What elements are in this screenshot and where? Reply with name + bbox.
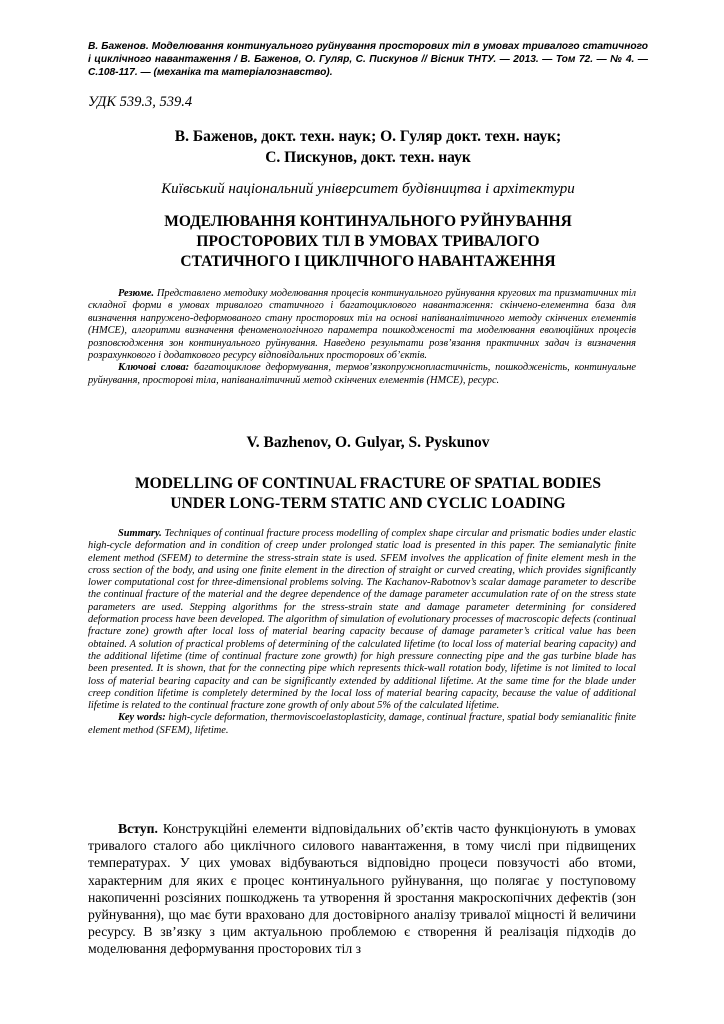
abstract-english-text: Techniques of continual fracture process modelling of complex shape circular and prismatic bodies under elastic high-cycle deformation and in condition of creep under prolonged static load is presented in this paper. The semianalytic finite element method (SFEM) to determine the stress-strain state is used. SFEM involves the application of finite element mesh in the cross section of the body, and using one finite element in the direction of straight or curved creating, which provides significantly lower computational cost for three-dimensional problems solving. The Kachanov-Rabotnov’s scalar damage parameter to describe the continual fracture of the material and the degree dependence of the damage parameter accumulation rate of on the stress state parameters are used. Stepping algorithms for the stress-strain state and damage parameter determining for considered deformation process have been developed. The algorithm of simulation of evolutionary processes of macroscopic defects (continual fracture zone) growth after local loss of material bearing capacity because of damage parameter’s critical value has been obtained. A solution of practical problems of determining of the calculated lifetime (to local loss of material bearing capacity) and the additional lifetime (time of continual fracture zone growth) for high pressure connecting pipe and the gas turbine blade has been presented. It is shown, that for the connecting pipe which represents thick-wall rotation body, lifetime is not limited to local loss of material bearing capacity and can be significantly extended by additional lifetime. At the same time for the blade under creep condition lifetime is completely determined by the local loss of material bearing capacity, because the value of additional lifetime is related to the continual fracture zone growth of only about 5% of the calculated lifetime.: [88, 528, 636, 712]
citation-header: В. Баженов. Моделювання континуального руйнування просторових тіл в умовах тривалого статичного і циклічного навантаження / В. Баженов, О. Гуляр, С. Пискунов // Вісник ТНТУ. — 2013. — Том 72. — № 4. — С.108-117. — (механіка та матеріалознавство).: [88, 41, 648, 78]
title-ukrainian-line-3: СТАТИЧНОГО І ЦИКЛІЧНОГО НАВАНТАЖЕННЯ: [180, 253, 556, 270]
keywords-english-label: Key words:: [118, 712, 166, 724]
title-ukrainian-line-2: ПРОСТОРОВИХ ТІЛ В УМОВАХ ТРИВАЛОГО: [196, 233, 540, 250]
abstract-ukrainian: [88, 288, 636, 387]
abstract-english: [88, 528, 636, 737]
keywords-english: [88, 712, 636, 737]
abstract-ukrainian-paragraph: [88, 288, 636, 362]
title-ukrainian: [88, 212, 648, 272]
keywords-ukrainian-text: багатоциклове деформування, термов’язкопружнопластичність, пошкодженість, континуальне руйнування, просторові тіла, напіваналітичний метод скінчених елементів (НМСЕ), ресурс.: [88, 362, 636, 386]
introduction-label: Вступ.: [118, 821, 158, 836]
authors-ukrainian: [88, 126, 648, 168]
authors-ukrainian-line-2: С. Пискунов, докт. техн. наук: [265, 149, 471, 166]
abstract-english-label: Summary.: [118, 528, 162, 539]
udk-code: УДК 539.3, 539.4: [88, 94, 193, 110]
affiliation: Київський національний університет будівництва і архітектури: [161, 181, 575, 197]
introduction-text: Конструкційні елементи відповідальних об’єктів часто функціонують в умовах тривалого сталого або циклічного силового навантаження, в тому числі при підвищених температурах. У цих умовах відбуваються відповідно процеси повзучості або втоми, характерним для яких є процес континуального руйнування, що полягає у поступовому накопиченні розсіяних пошкоджень та утворення й зростання макроскопічних дефектів (зон руйнування), що має бути враховано для достовірного аналізу тривалої міцності й величини ресурсу. В зв’язку з цим актуальною проблемою є створення й реалізація підходів до моделювання деформування просторових тіл з: [88, 821, 637, 957]
introduction-section: [88, 820, 636, 958]
keywords-english-text: high-cycle deformation, thermoviscoelastoplasticity, damage, continual fracture, spatial body semianalitic finite element method (SFEM), lifetime.: [88, 712, 637, 736]
authors-ukrainian-line-1: В. Баженов, докт. техн. наук; О. Гуляр докт. техн. наук;: [174, 128, 562, 145]
title-english-line-2: UNDER LONG-TERM STATIC AND CYCLIC LOADING: [170, 495, 566, 512]
authors-english: V. Bazhenov, O. Gulyar, S. Pyskunov: [246, 434, 490, 451]
abstract-ukrainian-label: Резюме.: [118, 288, 155, 299]
abstract-ukrainian-text: Представлено методику моделювання процесів континуального руйнування кругових та призматичних тіл складної форми в умовах тривалого статичного і багатоциклового навантаження: скінчено-елементна база для визначення напружено-деформованого стану просторових тіл на основі напіваналітичного методу скінчених елементів (НМСЕ), алгоритми визначення феноменологічного параметра пошкодженості та моделювання еволюційних процесів розповсюдження зон континуального руйнування. Наведено результати розв’язання практичних задач із визначення розрахункового і додаткового ресурсу відповідальних просторових об’єктів.: [88, 288, 636, 362]
keywords-ukrainian-label: Ключові слова:: [118, 362, 190, 374]
introduction-paragraph: [88, 820, 636, 958]
title-ukrainian-line-1: МОДЕЛЮВАННЯ КОНТИНУАЛЬНОГО РУЙНУВАННЯ: [164, 213, 572, 230]
keywords-ukrainian: [88, 362, 636, 387]
abstract-english-paragraph: [88, 528, 636, 712]
title-english-line-1: MODELLING OF CONTINUAL FRACTURE OF SPATIAL BODIES: [135, 475, 601, 492]
title-english: [88, 474, 648, 514]
